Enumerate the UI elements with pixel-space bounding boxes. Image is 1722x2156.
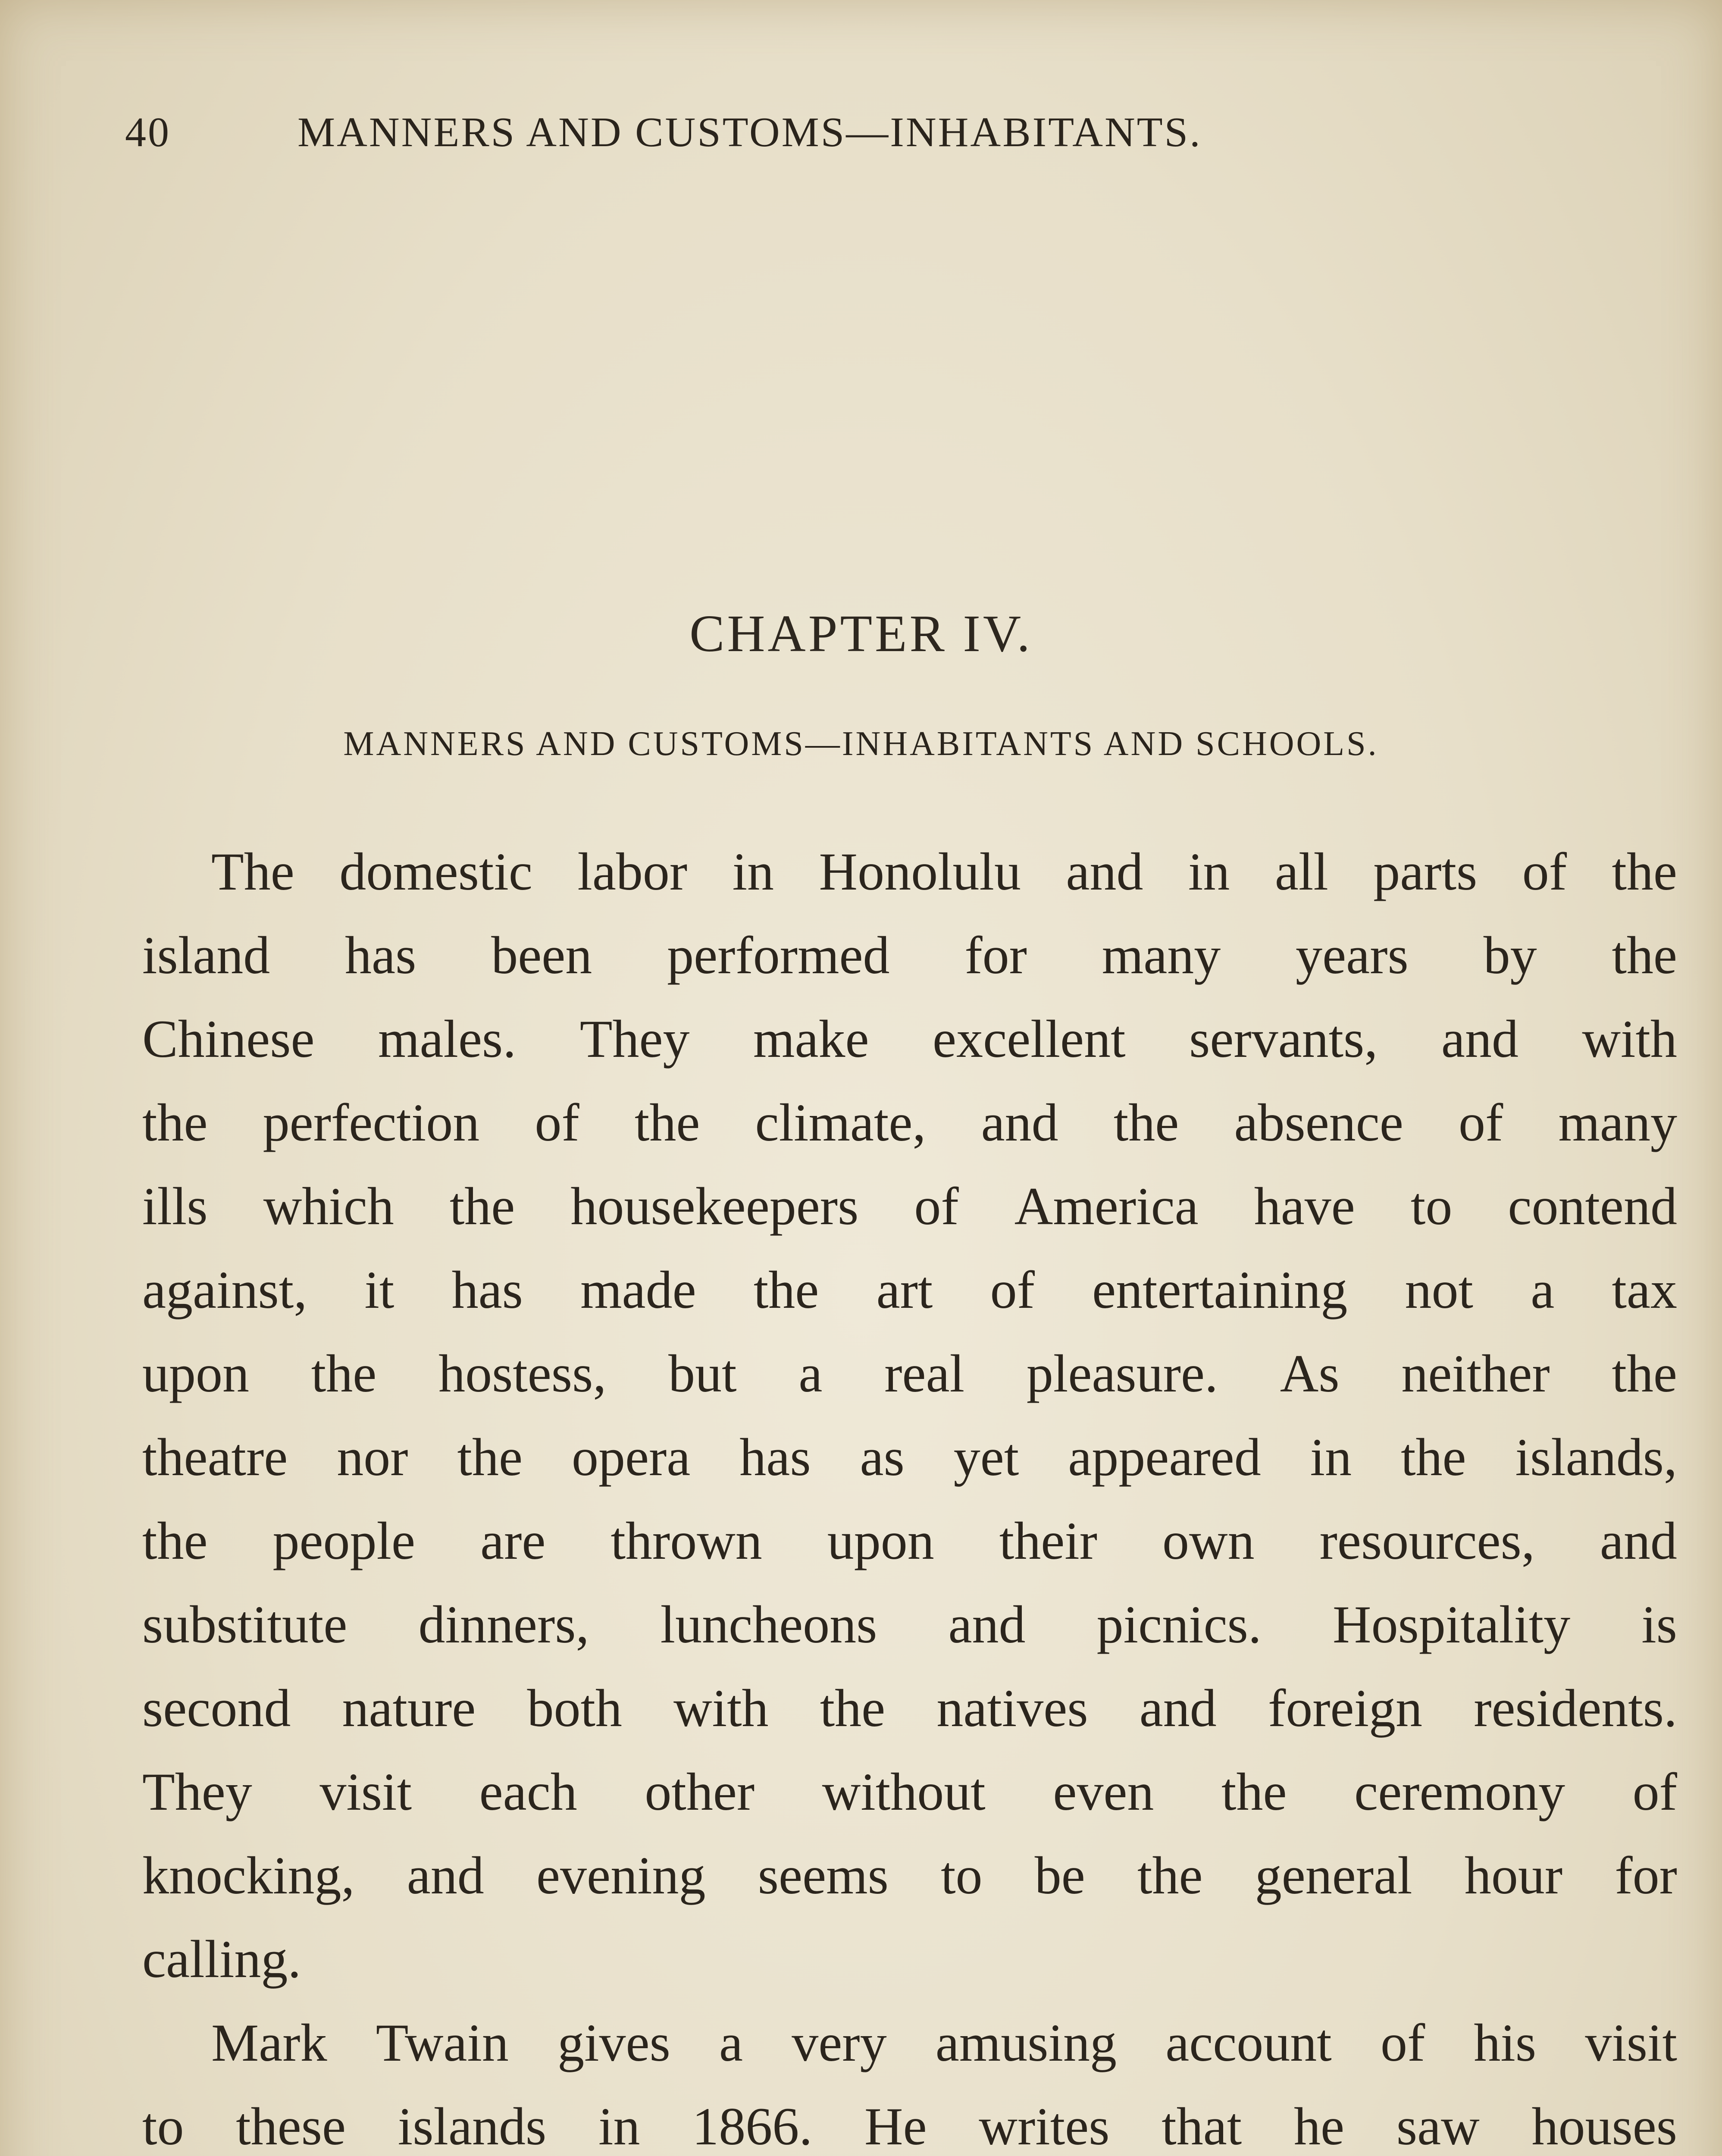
word: of: [1632, 1762, 1677, 1821]
word: 1866.: [692, 2097, 813, 2156]
word: nor: [337, 1428, 408, 1487]
word: and: [407, 1846, 484, 1905]
body-text: [142, 830, 1677, 2156]
word: the: [1401, 1428, 1466, 1487]
word: substitute: [142, 1595, 348, 1654]
text-line: [142, 1416, 1677, 1499]
word: labor: [577, 842, 688, 901]
word: their: [999, 1511, 1098, 1570]
word: in: [1310, 1428, 1352, 1487]
word: years: [1296, 926, 1409, 985]
word: Honolulu: [819, 842, 1021, 901]
word: seems: [758, 1846, 889, 1905]
word: has: [345, 926, 416, 985]
word: hostess,: [438, 1344, 607, 1403]
word: has: [451, 1260, 523, 1319]
word: Chinese: [142, 1009, 315, 1069]
word: islands: [398, 2097, 547, 2156]
text-line: [142, 997, 1677, 1081]
word: and: [1441, 1009, 1518, 1069]
word: of: [535, 1093, 579, 1152]
word: houses: [1531, 2097, 1677, 2156]
word: account: [1165, 2013, 1332, 2072]
word: people: [272, 1511, 416, 1570]
word: it: [364, 1260, 394, 1319]
word: luncheons: [660, 1595, 877, 1654]
word: art: [876, 1260, 933, 1319]
text-line: [142, 1918, 1677, 2001]
word: evening: [536, 1846, 706, 1905]
running-head: [125, 100, 1699, 165]
word: he: [1293, 2097, 1345, 2156]
word: even: [1053, 1762, 1154, 1821]
running-title: MANNERS AND CUSTOMS—INHABITANTS.: [297, 109, 1202, 156]
text-line: [142, 914, 1677, 997]
word: the: [142, 1093, 208, 1152]
word: They: [579, 1009, 690, 1069]
text-line: [142, 1667, 1677, 1750]
word: and: [1600, 1511, 1677, 1570]
word: the: [634, 1093, 700, 1152]
word: amusing: [935, 2013, 1117, 2072]
text-line: [142, 1750, 1677, 1834]
word: made: [580, 1260, 696, 1319]
word: and: [1066, 842, 1143, 901]
word: The: [211, 842, 294, 901]
text-line: [142, 1499, 1677, 1583]
word: of: [1380, 2013, 1425, 2072]
text-line: [142, 1165, 1677, 1248]
word: Twain: [376, 2013, 509, 2072]
text-line: [142, 830, 1677, 914]
word: general: [1255, 1846, 1412, 1905]
word: upon: [827, 1511, 934, 1570]
word: of: [1522, 842, 1567, 901]
word: islands,: [1515, 1428, 1677, 1487]
word: the: [142, 1511, 208, 1570]
word: neither: [1401, 1344, 1550, 1403]
word: other: [645, 1762, 755, 1821]
word: for: [1615, 1846, 1677, 1905]
text-line: [142, 1583, 1677, 1667]
word: contend: [1508, 1177, 1677, 1236]
word: been: [491, 926, 592, 985]
word: He: [864, 2097, 927, 2156]
word: knocking,: [142, 1846, 355, 1905]
word: the: [311, 1344, 377, 1403]
word: in: [598, 2097, 640, 2156]
word: writes: [979, 2097, 1110, 2156]
text-line: [142, 2001, 1677, 2085]
word: picnics.: [1096, 1595, 1262, 1654]
word: opera: [571, 1428, 691, 1487]
word: with: [673, 1679, 769, 1738]
word: with: [1582, 1009, 1677, 1069]
word: natives: [936, 1679, 1088, 1738]
word: the: [457, 1428, 523, 1487]
word: many: [1102, 926, 1221, 985]
word: of: [914, 1177, 959, 1236]
word: real: [884, 1344, 965, 1403]
word: theatre: [142, 1428, 288, 1487]
word: resources,: [1319, 1511, 1535, 1570]
word: the: [1113, 1093, 1179, 1152]
text-line: [142, 2085, 1677, 2156]
word: make: [753, 1009, 869, 1069]
word: to: [1410, 1177, 1453, 1236]
word: domestic: [339, 842, 532, 901]
word: males.: [378, 1009, 517, 1069]
word: Hospitality: [1333, 1595, 1571, 1654]
word: parts: [1373, 842, 1478, 901]
word: hour: [1464, 1846, 1563, 1905]
word: against,: [142, 1260, 307, 1319]
word: to: [941, 1846, 983, 1905]
word: the: [820, 1679, 886, 1738]
word: is: [1641, 1595, 1677, 1654]
word: ceremony: [1354, 1762, 1565, 1821]
word: a: [719, 2013, 743, 2072]
word: servants,: [1189, 1009, 1378, 1069]
chapter-subtitle: MANNERS AND CUSTOMS—INHABITANTS AND SCHOOLS.: [343, 725, 1379, 763]
word: appeared: [1068, 1428, 1261, 1487]
word: thrown: [611, 1511, 762, 1570]
word: by: [1483, 926, 1537, 985]
word: not: [1405, 1260, 1473, 1319]
word: housekeepers: [570, 1177, 859, 1236]
word: many: [1558, 1093, 1677, 1152]
word: have: [1254, 1177, 1355, 1236]
word: each: [479, 1762, 577, 1821]
word: a: [1531, 1260, 1555, 1319]
word: and: [1139, 1679, 1217, 1738]
word: Mark: [211, 2013, 327, 2072]
word: of: [990, 1260, 1035, 1319]
text-line: [142, 1834, 1677, 1918]
word: upon: [142, 1344, 249, 1403]
word: all: [1274, 842, 1328, 901]
word: nature: [342, 1679, 476, 1738]
word: residents.: [1474, 1679, 1677, 1738]
word: visit: [1585, 2013, 1677, 2072]
word: and: [981, 1093, 1058, 1152]
text-line: [142, 1332, 1677, 1416]
word: They: [142, 1762, 252, 1821]
text-line: [142, 1248, 1677, 1332]
word: a: [798, 1344, 823, 1403]
word: perfection: [263, 1093, 480, 1152]
word: which: [263, 1177, 394, 1236]
word: without: [822, 1762, 986, 1821]
word: dinners,: [418, 1595, 589, 1654]
word: of: [1459, 1093, 1503, 1152]
word: these: [236, 2097, 346, 2156]
word: in: [732, 842, 774, 901]
word: for: [964, 926, 1027, 985]
word: climate,: [755, 1093, 926, 1152]
word: both: [527, 1679, 622, 1738]
page-number: 40: [125, 109, 171, 156]
word: absence: [1234, 1093, 1403, 1152]
word: be: [1034, 1846, 1085, 1905]
word: as: [860, 1428, 905, 1487]
word: are: [480, 1511, 546, 1570]
word: saw: [1396, 2097, 1480, 2156]
word: excellent: [933, 1009, 1126, 1069]
chapter-heading: CHAPTER IV.: [689, 605, 1033, 663]
word: entertaining: [1092, 1260, 1348, 1319]
word: As: [1280, 1344, 1340, 1403]
word: own: [1162, 1511, 1255, 1570]
word: ills: [142, 1177, 208, 1236]
word: and: [948, 1595, 1026, 1654]
word: calling.: [142, 1930, 301, 1989]
word: America: [1014, 1177, 1199, 1236]
text-line: [142, 1081, 1677, 1165]
word: that: [1162, 2097, 1242, 2156]
word: performed: [667, 926, 890, 985]
word: but: [668, 1344, 737, 1403]
word: his: [1474, 2013, 1537, 2072]
word: in: [1188, 842, 1230, 901]
word: pleasure.: [1026, 1344, 1218, 1403]
word: gives: [557, 2013, 670, 2072]
word: second: [142, 1679, 291, 1738]
word: has: [739, 1428, 811, 1487]
word: to: [142, 2097, 184, 2156]
word: island: [142, 926, 270, 985]
word: foreign: [1268, 1679, 1423, 1738]
word: yet: [953, 1428, 1019, 1487]
word: the: [449, 1177, 515, 1236]
word: the: [753, 1260, 819, 1319]
word: tax: [1612, 1260, 1677, 1319]
word: the: [1612, 1344, 1677, 1403]
word: the: [1137, 1846, 1203, 1905]
word: visit: [319, 1762, 412, 1821]
word: the: [1612, 842, 1677, 901]
word: the: [1612, 926, 1677, 985]
word: very: [792, 2013, 887, 2072]
word: the: [1221, 1762, 1287, 1821]
